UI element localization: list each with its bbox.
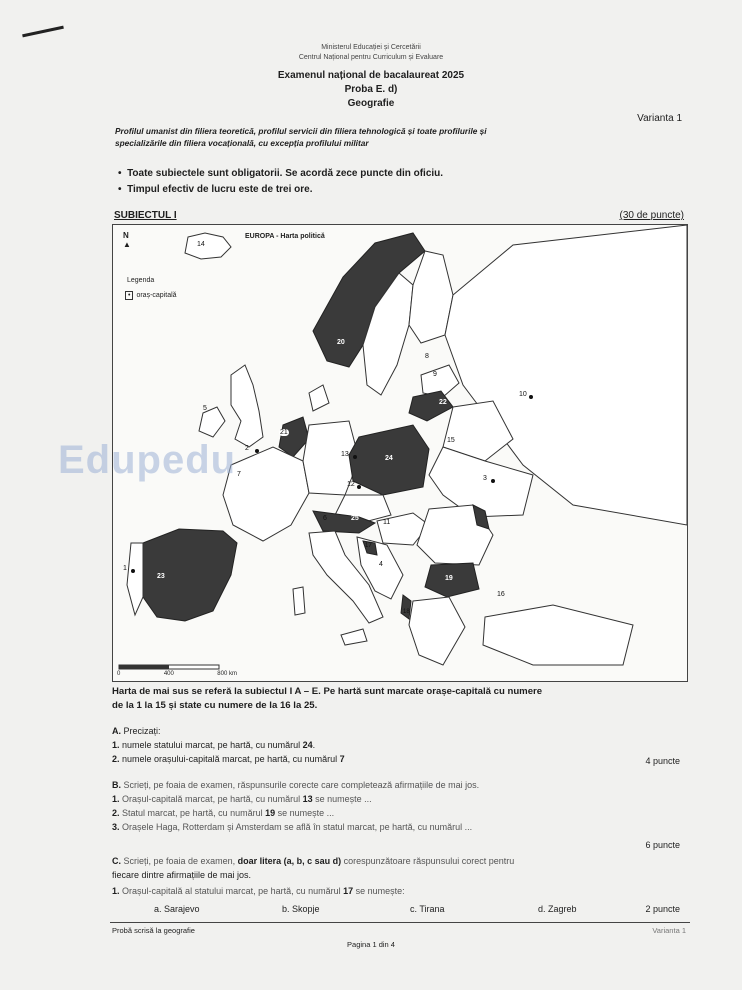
capital-dot [353,455,357,459]
city-label-3: 3 [483,475,487,482]
north-arrow-icon: N ▲ [123,231,131,249]
instruction-2: • Timpul efectiv de lucru este de trei ore. [118,184,313,195]
part-a-points: 4 puncte [645,756,680,766]
capital-dot [255,449,259,453]
city-label-6: 6 [323,515,327,522]
capital-dot [357,485,361,489]
part-b-item-1: 1. Orașul-capitală marcat, pe hartă, cu numărul 13 se numește ... [112,794,372,804]
city-label-15: 15 [447,437,455,444]
part-b-item-2: 2. Statul marcat, pe hartă, cu numărul 19 se numește ... [112,808,335,818]
legend-item: • oraș-capitală [125,291,177,300]
intro-line-1: Harta de mai sus se referă la subiectul I A – E. Pe hartă sunt marcate orașe-capitală cu numere [112,686,543,697]
city-label-4: 4 [379,561,383,568]
center-line: Centrul Național pentru Curriculum și Evaluare [298,54,444,61]
great-britain-shape [231,365,263,447]
portugal-shape [127,543,143,615]
state-22-shape [409,391,453,421]
capital-dot [491,479,495,483]
subject-line: Geografie [347,98,395,109]
option-c: c. Tirana [410,904,445,914]
city-label-2: 2 [245,445,249,452]
option-b: b. Skopje [282,904,320,914]
greece-shape [409,597,465,665]
section-points: (30 de puncte) [619,210,684,221]
section-title: SUBIECTUL I [114,210,177,221]
footer-right: Varianta 1 [652,926,686,935]
footer-divider [110,922,690,923]
footer-left: Probă scrisă la geografie [112,926,195,935]
part-a-item-2: 2. numele orașului-capitală marcat, pe hartă, cu numărul 7 [112,754,345,764]
profile-line-1: Profilul umanist din filiera teoretică, profilul servicii din filiera tehnologică și toate profilurile și [115,126,487,136]
city-label-10: 10 [519,391,527,398]
state-label-16: 16 [497,591,505,598]
state-label-25: 25 [351,515,359,522]
pen-mark [22,26,64,38]
part-c-points: 2 puncte [645,904,680,914]
part-c-line-2: fiecare dintre afirmațiile de mai jos. [112,870,252,880]
proba-line: Proba E. d) [344,84,398,95]
variant-label: Varianta 1 [637,113,682,124]
option-a: a. Sarajevo [154,904,200,914]
city-label-1: 1 [123,565,127,572]
state-label-20: 20 [337,339,345,346]
state-label-17: 17 [365,543,372,549]
state-label-23: 23 [157,573,165,580]
profile-line-2: specializările din filiera vocațională, cu excepția profilului militar [115,138,369,148]
city-label-14: 14 [197,241,205,248]
capital-dot [529,395,533,399]
state-label-22: 22 [439,399,447,406]
state-18-shape [401,595,411,619]
state-label-24: 24 [385,455,393,462]
ministry-line: Ministerul Educației și Cercetării [321,44,421,51]
part-a-item-1: 1. numele statului marcat, pe hartă, cu numărul 24. [112,740,316,750]
intro-line-2: de la 1 la 15 și state cu numere de la 16 la 25. [112,700,318,711]
exam-title: Examenul național de bacalaureat 2025 [277,70,465,81]
part-b-points: 6 puncte [645,840,680,850]
option-d: d. Zagreb [538,904,577,914]
part-b-heading: B. Scrieți, pe foaia de examen, răspunsurile corecte care completează afirmațiile de mai jos. [112,780,480,790]
instruction-1: • Toate subiectele sunt obligatorii. Se acordă zece puncte din oficiu. [118,168,444,179]
city-label-7: 7 [237,471,241,478]
state-label-18: 18 [403,609,410,615]
legend-title: Legenda [127,277,155,284]
city-label-11: 11 [383,519,391,526]
page-number: Pagina 1 din 4 [347,940,395,949]
iceland-shape [185,233,231,259]
part-a-heading: A. Precizați: [112,726,161,736]
state-label-21: 21 [280,429,288,436]
scale-labels: 0 400 800 km [117,671,237,677]
capital-dot [131,569,135,573]
part-b-item-3: 3. Orașele Haga, Rotterdam și Amsterdam se află în statul marcat, pe hartă, cu numărul ... [112,822,473,832]
city-label-8: 8 [425,353,429,360]
map-title: EUROPA - Harta politică [245,233,325,240]
part-c-heading: C. Scrieți, pe foaia de examen, doar litera (a, b, c sau d) corespunzătoare răspunsului corect pentru [112,856,515,866]
state-label-19: 19 [445,575,453,582]
city-label-5: 5 [203,405,207,412]
watermark: Edupedu [58,438,237,482]
city-label-12: 12 [347,481,355,488]
part-c-item-1: 1. Orașul-capitală al statului marcat, pe hartă, cu numărul 17 se numește: [112,886,405,896]
city-label-9: 9 [433,371,437,378]
city-label-13: 13 [341,451,349,458]
capital-dot-icon: • [125,291,133,300]
